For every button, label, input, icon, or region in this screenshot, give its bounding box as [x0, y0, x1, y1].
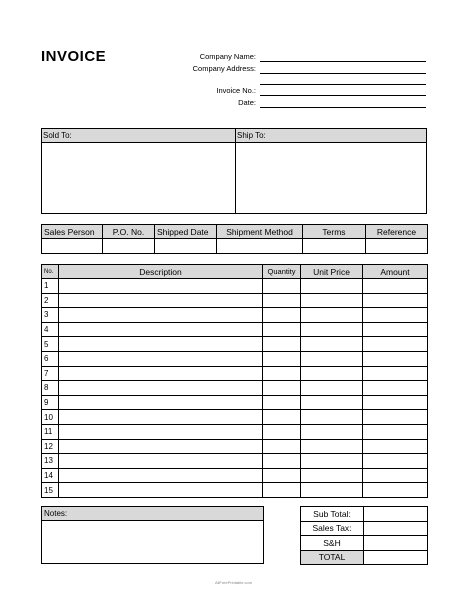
quantity-cell[interactable]: [263, 454, 301, 469]
table-row: [42, 424, 428, 439]
notes-box: [41, 506, 264, 564]
quantity-cell[interactable]: [263, 468, 301, 483]
unit-price-cell[interactable]: [301, 351, 363, 366]
row-number: 8: [42, 381, 59, 396]
items-table: [41, 264, 428, 498]
sales-person-header: Sales Person: [42, 225, 103, 239]
description-cell[interactable]: [59, 454, 263, 469]
row-number: 1: [42, 279, 59, 294]
sales-tax-label: Sales Tax:: [301, 521, 364, 536]
po-no-cell[interactable]: [103, 239, 155, 254]
description-header: Description: [59, 265, 263, 279]
table-row: [42, 322, 428, 337]
sh-value[interactable]: [364, 536, 428, 551]
unit-price-cell[interactable]: [301, 439, 363, 454]
table-row: [42, 395, 428, 410]
row-number: 10: [42, 410, 59, 425]
invoice-no-label: Invoice No.:: [216, 86, 256, 95]
amount-cell[interactable]: [363, 293, 428, 308]
row-number: 3: [42, 308, 59, 323]
row-number: 12: [42, 439, 59, 454]
quantity-cell[interactable]: [263, 439, 301, 454]
po-no-header: P.O. No.: [103, 225, 155, 239]
quantity-cell[interactable]: [263, 279, 301, 294]
quantity-cell[interactable]: [263, 366, 301, 381]
unit-price-cell[interactable]: [301, 293, 363, 308]
description-cell[interactable]: [59, 395, 263, 410]
subtotal-label: Sub Total:: [301, 507, 364, 522]
quantity-cell[interactable]: [263, 483, 301, 498]
quantity-cell[interactable]: [263, 337, 301, 352]
shipped-date-header: Shipped Date: [155, 225, 217, 239]
row-number: 4: [42, 322, 59, 337]
row-number: 2: [42, 293, 59, 308]
table-row: [42, 454, 428, 469]
items-body: [42, 279, 428, 498]
unit-price-cell[interactable]: [301, 468, 363, 483]
description-cell[interactable]: [59, 366, 263, 381]
amount-cell[interactable]: [363, 381, 428, 396]
quantity-cell[interactable]: [263, 395, 301, 410]
sales-tax-value[interactable]: [364, 521, 428, 536]
unit-price-cell[interactable]: [301, 395, 363, 410]
unit-price-header: Unit Price: [301, 265, 363, 279]
info-header-row: [42, 225, 428, 239]
date-field[interactable]: [260, 107, 426, 108]
description-cell[interactable]: [59, 483, 263, 498]
amount-cell[interactable]: [363, 468, 428, 483]
sold-to-label: Sold To:: [43, 131, 72, 140]
unit-price-cell[interactable]: [301, 337, 363, 352]
company-address-field-line-2[interactable]: [260, 84, 426, 85]
address-header-bar: [42, 129, 426, 143]
info-table: [41, 224, 428, 254]
unit-price-cell[interactable]: [301, 483, 363, 498]
quantity-cell[interactable]: [263, 293, 301, 308]
sh-row: [301, 536, 428, 551]
sales-tax-row: [301, 521, 428, 536]
description-cell[interactable]: [59, 424, 263, 439]
amount-cell[interactable]: [363, 337, 428, 352]
info-value-row: [42, 239, 428, 254]
amount-cell[interactable]: [363, 395, 428, 410]
description-cell[interactable]: [59, 381, 263, 396]
subtotal-row: [301, 507, 428, 522]
subtotal-value[interactable]: [364, 507, 428, 522]
invoice-title: INVOICE: [41, 48, 107, 65]
description-cell[interactable]: [59, 293, 263, 308]
sold-to-field[interactable]: [42, 144, 235, 213]
company-address-field[interactable]: [260, 73, 426, 74]
sh-label: S&H: [301, 536, 364, 551]
amount-cell[interactable]: [363, 351, 428, 366]
date-label: Date:: [238, 98, 256, 107]
table-row: [42, 468, 428, 483]
footer-credit: AllFreePrintable.com: [214, 580, 253, 585]
amount-cell[interactable]: [363, 366, 428, 381]
description-cell[interactable]: [59, 439, 263, 454]
sales-person-cell[interactable]: [42, 239, 103, 254]
table-row: [42, 293, 428, 308]
amount-cell[interactable]: [363, 439, 428, 454]
table-row: [42, 366, 428, 381]
amount-cell[interactable]: [363, 424, 428, 439]
unit-price-cell[interactable]: [301, 279, 363, 294]
table-row: [42, 279, 428, 294]
notes-header-bar: [42, 507, 263, 521]
reference-cell[interactable]: [366, 239, 428, 254]
table-row: [42, 308, 428, 323]
description-cell[interactable]: [59, 410, 263, 425]
shipment-method-cell[interactable]: [217, 239, 303, 254]
quantity-cell[interactable]: [263, 410, 301, 425]
terms-cell[interactable]: [303, 239, 366, 254]
table-row: [42, 337, 428, 352]
description-cell[interactable]: [59, 279, 263, 294]
quantity-header: Quantity: [263, 265, 301, 279]
amount-cell[interactable]: [363, 454, 428, 469]
table-row: [42, 351, 428, 366]
totals-table: [300, 506, 428, 565]
total-label: TOTAL: [301, 550, 364, 565]
row-number: 11: [42, 424, 59, 439]
table-row: [42, 483, 428, 498]
description-cell[interactable]: [59, 468, 263, 483]
notes-field[interactable]: [42, 522, 263, 563]
amount-cell[interactable]: [363, 410, 428, 425]
description-cell[interactable]: [59, 308, 263, 323]
table-row: [42, 439, 428, 454]
ship-to-field[interactable]: [236, 144, 426, 213]
table-row: [42, 410, 428, 425]
unit-price-cell[interactable]: [301, 381, 363, 396]
description-cell[interactable]: [59, 337, 263, 352]
description-cell[interactable]: [59, 322, 263, 337]
unit-price-cell[interactable]: [301, 424, 363, 439]
description-cell[interactable]: [59, 351, 263, 366]
row-number: 14: [42, 468, 59, 483]
shipped-date-cell[interactable]: [155, 239, 217, 254]
unit-price-cell[interactable]: [301, 454, 363, 469]
company-address-label: Company Address:: [192, 64, 256, 73]
amount-cell[interactable]: [363, 308, 428, 323]
items-header-row: [42, 265, 428, 279]
quantity-cell[interactable]: [263, 381, 301, 396]
row-number: 15: [42, 483, 59, 498]
quantity-cell[interactable]: [263, 424, 301, 439]
amount-cell[interactable]: [363, 322, 428, 337]
row-number: 6: [42, 351, 59, 366]
reference-header: Reference: [366, 225, 428, 239]
quantity-cell[interactable]: [263, 351, 301, 366]
shipment-method-header: Shipment Method: [217, 225, 303, 239]
company-name-label: Company Name:: [199, 52, 256, 61]
unit-price-cell[interactable]: [301, 322, 363, 337]
amount-cell[interactable]: [363, 279, 428, 294]
address-section: [41, 128, 427, 214]
company-name-field[interactable]: [260, 61, 426, 62]
quantity-cell[interactable]: [263, 308, 301, 323]
row-number: 9: [42, 395, 59, 410]
row-number: 7: [42, 366, 59, 381]
unit-price-cell[interactable]: [301, 308, 363, 323]
ship-to-label: Ship To:: [237, 131, 266, 140]
amount-header: Amount: [363, 265, 428, 279]
quantity-cell[interactable]: [263, 322, 301, 337]
unit-price-cell[interactable]: [301, 410, 363, 425]
amount-cell[interactable]: [363, 483, 428, 498]
invoice-no-field[interactable]: [260, 95, 426, 96]
notes-label: Notes:: [44, 509, 68, 518]
unit-price-cell[interactable]: [301, 366, 363, 381]
total-value[interactable]: [364, 550, 428, 565]
terms-header: Terms: [303, 225, 366, 239]
total-row: [301, 550, 428, 565]
row-number: 13: [42, 454, 59, 469]
table-row: [42, 381, 428, 396]
row-number: 5: [42, 337, 59, 352]
no-header: No.: [42, 265, 59, 279]
